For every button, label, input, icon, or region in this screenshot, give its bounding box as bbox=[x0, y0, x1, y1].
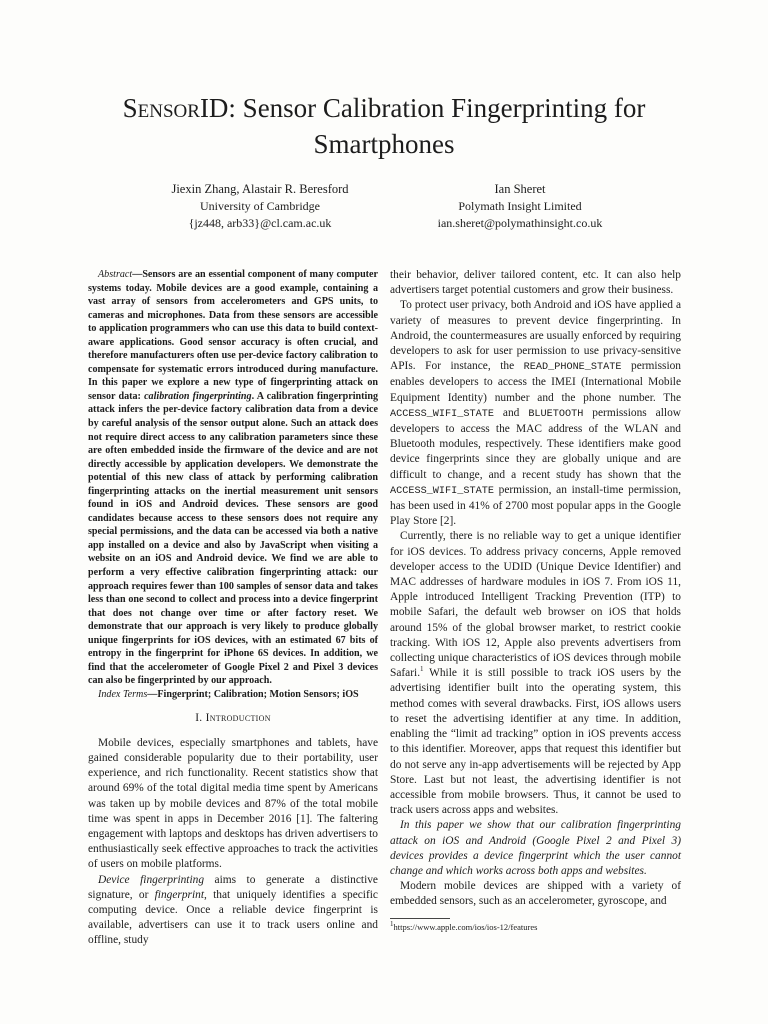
author-email: {jz448, arb33}@cl.cam.ac.uk bbox=[188, 216, 332, 230]
abstract-text-1: —Sensors are an essential component of many computer systems today. Mobile devices are a good example, containing a vast array of sensors from accelerometers and GPS units, to cameras and microphones. Data from these sensors are accessible to application programmers who can use this data to build context-aware applications. Good sensor accuracy is often crucial, and therefore manufacturers often use per-device factory calibration to compensate for systematic errors introduced during manufacture. In this paper we explore a new type of fingerprinting attack on sensor data: bbox=[88, 269, 378, 402]
intro-p2-text-1: aims to generate a distinctive signature, or bbox=[88, 873, 378, 901]
term-device-fingerprinting: Device fingerprinting bbox=[98, 873, 205, 886]
right-paragraph-0: their behavior, deliver tailored content, etc. It can also help advertisers target potential customers and grow their business. bbox=[390, 269, 681, 297]
title-small-caps: Sensor bbox=[122, 93, 200, 123]
abstract-text-2: . A calibration fingerprinting attack infers the per-device factory calibration data from a device by careful analysis of the sensor output alone. Such an attack does not require direct access to any calibration parameters since these are often embedded inside the firmware of the device and are not directly accessible by application developers. We demonstrate the potential of this new class of attack by performing calibration fingerprinting attacks on the inertial measurement unit sensors found in iOS and Android devices. These sensors are good candidates because access to these sensors does not require any special permissions, and the data can be accessed via both a native app installed on a device and also by JavaScript when visiting a website on an iOS and Android device. We find we are able to perform a very effective calibration fingerprinting attack: our approach requires fewer than 100 samples of sensor data and takes less than one second to collect and process into a device fingerprint that does not change over time or after factory reset. We demonstrate that our approach is very likely to produce globally unique fingerprints for iOS devices, with an estimated 67 bits of entropy in the fingerprint for iPhone 6S devices. In addition, we find that the accelerometer of Google Pixel 2 and Pixel 3 devices can also be fingerprinted by our approach. bbox=[88, 390, 378, 687]
abstract-emphasis: calibration fingerprinting bbox=[144, 390, 252, 402]
abstract-lead: Abstract bbox=[98, 269, 133, 280]
rp1-text-4: permissions allow developers to access the MAC address of the WLAN and Bluetooth modules, respectively. These identifiers make good device fingerprints since they are globally unique and are difficult to change, and a recent study has shown that the bbox=[390, 406, 681, 481]
rp2-text-2: While it is still possible to track iOS users by the advertising identifier built into the operating system, this method comes with several drawbacks. First, iOS allows users to reset the advertising identifier at any time. In addition, enabling the “limit ad tracking” option in iOS prevents access to this identifier. Moreover, apps that request this identifier but do not serve any in-app advertisements will be rejected by App Store. Last but not least, the advertising identifier is not accessible from mobile browsers. Thus, it cannot be used to track users across apps and websites. bbox=[390, 667, 681, 817]
right-paragraph-4: Modern mobile devices are shipped with a variety of embedded sensors, such as an accelerometer, gyroscope, and bbox=[390, 880, 681, 908]
author-email: ian.sheret@polymathinsight.co.uk bbox=[437, 216, 603, 230]
rp1-text-1: To protect user privacy, both Android and iOS have applied a variety of measures to prevent device fingerprinting. In Android, the countermeasures are usually enforced by requiring developers to ask for user permission to use privacy-sensitive APIs. For instance, the bbox=[390, 299, 681, 373]
footnote-mark: 1 bbox=[390, 919, 394, 928]
right-paragraph-1 bbox=[390, 298, 681, 529]
index-terms bbox=[88, 688, 378, 702]
code-access-wifi-state-2: ACCESS_WIFI_STATE bbox=[390, 485, 494, 497]
rp1-text-3: and bbox=[493, 406, 529, 419]
footnote-marker: 1 bbox=[420, 665, 424, 674]
section-title: Introduction bbox=[205, 711, 271, 724]
abstract bbox=[88, 268, 378, 688]
author-affiliation: University of Cambridge bbox=[200, 199, 320, 213]
footnote-url: https://www.apple.com/ios/ios-12/features bbox=[393, 921, 538, 932]
right-paragraph-3-contribution: In this paper we show that our calibration fingerprinting attack on iOS and Android (Google Pixel 2 and Pixel 3) devices provides a device fingerprint which the user cannot change and which works across both apps and websites. bbox=[390, 819, 681, 877]
section-number: I. bbox=[195, 711, 206, 724]
term-fingerprint: fingerprint bbox=[154, 888, 204, 901]
right-column bbox=[390, 268, 681, 933]
author-names: Jiexin Zhang, Alastair R. Beresford bbox=[171, 182, 349, 196]
section-heading-introduction bbox=[88, 711, 378, 726]
index-terms-lead: Index Terms bbox=[98, 688, 148, 700]
rp1-text-5: permission, an install-time permission, has been used in 41% of 2700 most popular apps in the Google Play Store [2]. bbox=[390, 483, 681, 528]
code-read-phone-state: READ_PHONE_STATE bbox=[523, 362, 622, 374]
author-block-cambridge bbox=[95, 181, 425, 232]
paper-title bbox=[0, 90, 768, 162]
intro-paragraph-1: Mobile devices, especially smartphones and tablets, have gained considerable popularity due to their portability, user experience, and rich functionality. Recent statistics show that around 69% of the total digital media time spent by Americans was taken up by mobile devices and 87% of the total mobile time was spent in apps in December 2016 [1]. The faltering engagement with laptops and desktops has driven advertisers to enthusiastically seek effective approaches to track the activities of users on mobile platforms. bbox=[88, 736, 378, 871]
rp2-text-1: Currently, there is no reliable way to get a unique identifier for iOS devices. To address privacy concerns, Apple removed developer access to the UDID (Unique Device Identifier) and MAC addresses of hardware modules in iOS 7. From iOS 11, Apple introduced Intelligent Tracking Prevention (ITP) to mobile Safari, the default web browser on iOS that holds around 15% of the global browser market, to restrict cookie tracking. With iOS 12, Apple also prevents advertisers from collecting unique characteristics of iOS devices through mobile Safari. bbox=[390, 530, 681, 680]
title-line2: Smartphones bbox=[313, 129, 455, 159]
footnote bbox=[390, 919, 681, 933]
footnote-divider bbox=[390, 918, 450, 919]
rp1-text-2: permission enables developers to access the IMEI (International Mobile Equipment Identity) number and the phone number. The bbox=[390, 360, 681, 404]
left-column bbox=[88, 268, 378, 949]
author-affiliation: Polymath Insight Limited bbox=[458, 199, 582, 213]
title-main: ID: Sensor Calibration Fingerprinting for bbox=[199, 93, 646, 123]
right-paragraph-2 bbox=[390, 529, 681, 818]
author-block-polymath bbox=[395, 181, 645, 232]
intro-paragraph-2 bbox=[88, 873, 378, 949]
code-access-wifi-state: ACCESS_WIFI_STATE bbox=[390, 408, 494, 420]
author-names: Ian Sheret bbox=[494, 182, 546, 196]
index-terms-text: —Fingerprint; Calibration; Motion Sensors; iOS bbox=[147, 688, 359, 700]
code-bluetooth: BLUETOOTH bbox=[528, 408, 584, 420]
intro-p2-text-2: , that uniquely identifies a specific computing device. Once a reliable device fingerprint is available, advertisers can use it to track users online and offline, study bbox=[88, 888, 378, 947]
